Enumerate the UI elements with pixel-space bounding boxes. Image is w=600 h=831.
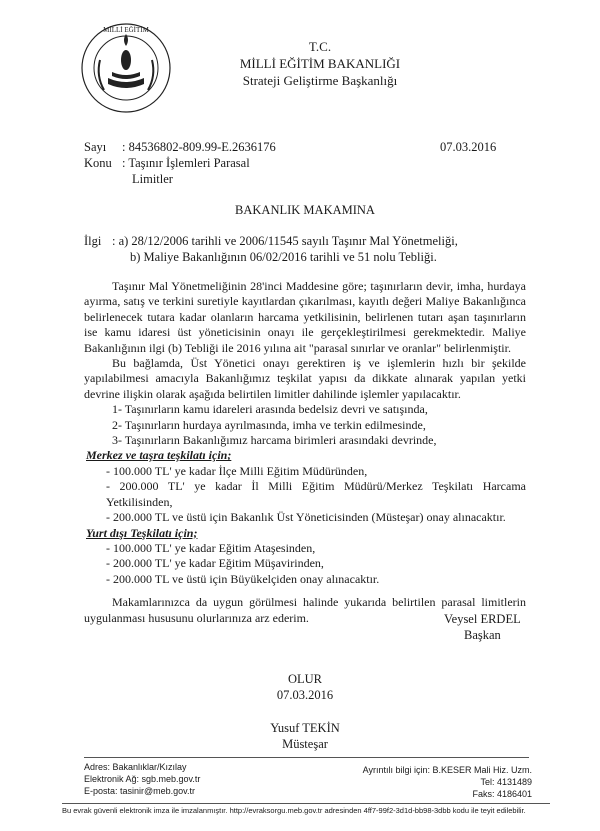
merkez-item-3: - 200.000 TL ve üstü için Bakanlık Üst Yöneticisinden (Müsteşar) onay alınacaktır. [106, 510, 506, 525]
body-paragraph-3: Makamlarınızca da uygun görülmesi halinde yukarıda belirtilen parasal limitlerin uygulanması hususunu olurlarınıza arz ederim. [84, 595, 526, 625]
footer-info [362, 764, 532, 800]
list-item-2: 2- Taşınırların hurdaya ayrılmasında, imha ve terkin edilmesinde, [112, 417, 426, 432]
ministry-logo [78, 20, 174, 116]
header-tc: T.C. [308, 39, 332, 54]
sayi-value: : 84536802-809.99-E.2636176 [122, 140, 276, 154]
merkez-heading: Merkez ve taşra teşkilatı için; [86, 448, 232, 463]
e-signature-note: Bu evrak güvenli elektronik imza ile imzalanmıştır. http://evraksorgu.meb.gov.tr adresinden 4ff7-99f2-3d1d-bb98-3dbb kodu ile teyit edilebilir. [62, 806, 526, 815]
footer-email: E-posta: tasinir@meb.gov.tr [84, 786, 196, 796]
approver-name: Yusuf TEKİN [270, 721, 340, 735]
header-ministry: MİLLİ EĞİTİM BAKANLIĞI [239, 56, 401, 71]
yurt-item-3: - 200.000 TL ve üstü için Büyükelçiden onay alınacaktır. [106, 571, 380, 586]
konu-value: : Taşınır İşlemleri Parasal [122, 156, 250, 170]
footer-contact [84, 761, 324, 797]
svg-text:MİLLİ EĞİTİM: MİLLİ EĞİTİM [103, 26, 149, 34]
footer-tel: Tel: 4131489 [480, 777, 532, 787]
approval-date: 07.03.2016 [276, 688, 334, 702]
letter-body [84, 279, 526, 626]
ilgi-block [84, 233, 524, 265]
signer-block [444, 611, 554, 643]
footer-divider [84, 757, 529, 758]
signer-title: Başkan [464, 628, 501, 642]
signer-name: Veysel ERDEL [444, 612, 521, 626]
header-department: Strateji Geliştirme Başkanlığı [242, 73, 398, 88]
footer-address: Adres: Bakanlıklar/Kızılay [84, 762, 187, 772]
addressee: BAKANLIK MAKAMINA [235, 203, 375, 217]
sayi-label: Sayı [84, 140, 107, 154]
merkez-item-1: - 100.000 TL' ye kadar İlçe Milli Eğitim Müdüründen, [106, 463, 368, 478]
konu-value-cont: Limitler [132, 172, 173, 186]
yurt-item-2: - 200.000 TL' ye kadar Eğitim Müşavirinden, [106, 556, 324, 571]
yurt-item-1: - 100.000 TL' ye kadar Eğitim Ataşesinden, [106, 540, 316, 555]
ilgi-label: İlgi [84, 234, 102, 248]
footer-bottom-divider [62, 803, 550, 804]
emblem-icon [78, 20, 174, 116]
approval-block [250, 671, 360, 703]
list-item-1: 1- Taşınırların kamu idareleri arasında bedelsiz devri ve satışında, [112, 402, 428, 417]
body-paragraph-2: Bu bağlamda, Üst Yönetici onayı gerektiren iş ve işlemlerin hızlı bir şekilde yapılabilmesi amacıyla Bakanlığımız teşkilat yapısı da dikkate alınarak yapılan yetki devrine ilişkin olarak aşağıda belirtilen limitler dahilinde işlemler yapılacaktır. [84, 356, 526, 401]
approver-block [250, 720, 360, 752]
ilgi-b: b) Maliye Bakanlığının 06/02/2016 tarihli ve 51 nolu Tebliği. [130, 250, 437, 264]
body-paragraph-1: Taşınır Mal Yönetmeliğinin 28'inci Maddesine göre; taşınırların devir, imha, hurdaya ayırma, satış ve terkini suretiyle kayıtlardan çıkarılması, kayıtlı değeri Maliye Bakanlığınca belirlenecek tutara kadar olanların harcama yetkilisinin, belirlenen tutarı aşan taşınırların ise kamu idaresi üst yöneticisinin onayı ile gerçekleştirilmesi gerekmektedir. Maliye Bakanlığının ilgi (b) Tebliği ile 2016 yılına ait "parasal sınırlar ve oranlar" belirlenmiştir. [84, 279, 526, 355]
approver-title: Müsteşar [282, 737, 328, 751]
ilgi-a: : a) 28/12/2006 tarihli ve 2006/11545 sayılı Taşınır Mal Yönetmeliği, [112, 234, 458, 248]
footer-fax: Faks: 4186401 [472, 789, 532, 799]
footer-contact-person: Ayrıntılı bilgi için: B.KESER Mali Hiz. Uzm. [362, 765, 532, 775]
merkez-item-2: - 200.000 TL' ye kadar İl Milli Eğitim Müdürü/Merkez Teşkilatı Harcama Yetkilisinden, [106, 479, 526, 509]
list-item-3: 3- Taşınırların Bakanlığımız harcama birimleri arasındaki devrinde, [112, 433, 437, 448]
letter-date: 07.03.2016 [440, 140, 497, 154]
konu-label: Konu [84, 156, 112, 170]
approval-olur: OLUR [287, 672, 323, 686]
footer-network: Elektronik Ağ: sgb.meb.gov.tr [84, 774, 201, 784]
letterhead [210, 38, 430, 89]
yurt-disi-heading: Yurt dışı Teşkilatı için; [86, 525, 198, 540]
